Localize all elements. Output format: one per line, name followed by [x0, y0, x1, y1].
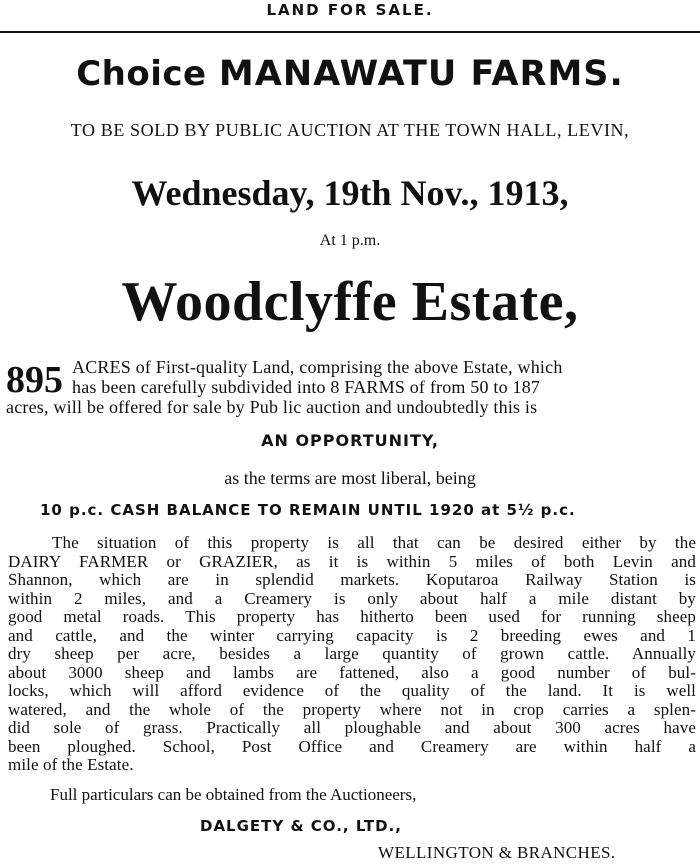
description-line: about 3000 sheep and lambs are fattened, also a good number of bul-: [8, 662, 696, 682]
headline: [0, 52, 700, 96]
description-line: did sole of grass. Practically all ploughable and about 300 acres have: [8, 718, 696, 737]
full-particulars-line: Full particulars can be obtained from the Auctioneers,: [50, 785, 417, 804]
description-line: Shannon, which are in splendid markets. Koputaroa Railway Station is: [8, 570, 696, 589]
description-line: and cattle, and the winter carrying capacity is 2 breeding ewes and 1: [8, 625, 696, 645]
headline-lead: Choice: [76, 54, 207, 94]
description-line: within 2 miles, and a Creamery is only about half a mile distant by: [8, 588, 696, 608]
headline-main: MANAWATU FARMS.: [218, 54, 624, 94]
acres-line-3: acres, will be offered for sale by Pub lic auction and undoubtedly this is: [6, 397, 538, 417]
auction-line: TO BE SOLD BY PUBLIC AUCTION AT THE TOWN HALL, LEVIN,: [70, 120, 630, 140]
balance-terms: 10 p.c. CASH BALANCE TO REMAIN UNTIL 1920 at 5½ p.c.: [40, 501, 576, 519]
description-line: been ploughed. School, Post Office and Creamery are within half a: [8, 736, 696, 756]
description-line: locks, which will afford evidence of the quality of the land. It is well: [8, 681, 696, 700]
description-line: watered, and the whole of the property where not in crop carries a splen-: [8, 699, 696, 719]
acres-line-2: has been carefully subdivided into 8 FARMS of from 50 to 187: [72, 377, 541, 397]
auctioneer-name: DALGETY & CO., LTD.,: [200, 817, 402, 835]
description-line: mile of the Estate.: [8, 755, 134, 774]
auction-time: At 1 p.m.: [319, 232, 381, 249]
terms-line: as the terms are most liberal, being: [224, 468, 476, 488]
description-line: good metal roads. This property has hitherto been used for running sheep: [8, 607, 696, 626]
auctioneer-branches: WELLINGTON & BRANCHES.: [378, 843, 616, 862]
description-paragraph: [8, 534, 696, 775]
opportunity-heading: AN OPPORTUNITY,: [261, 431, 439, 450]
auction-date: Wednesday, 19th Nov., 1913,: [131, 173, 569, 213]
estate-name: Woodclyffe Estate,: [121, 271, 579, 333]
acres-number: 895: [6, 359, 63, 401]
description-line: dry sheep per acre, besides a large quantity of grown cattle. Annually: [8, 644, 696, 663]
acres-line-1: ACRES of First-quality Land, comprising the above Estate, which: [72, 357, 563, 377]
description-line: DAIRY FARMER or GRAZIER, as it is within 5 miles of both Levin and: [8, 551, 696, 571]
header-rule: [0, 31, 700, 33]
section-heading: LAND FOR SALE.: [266, 1, 434, 19]
description-line: The situation of this property is all that can be desired either by the: [52, 533, 696, 552]
